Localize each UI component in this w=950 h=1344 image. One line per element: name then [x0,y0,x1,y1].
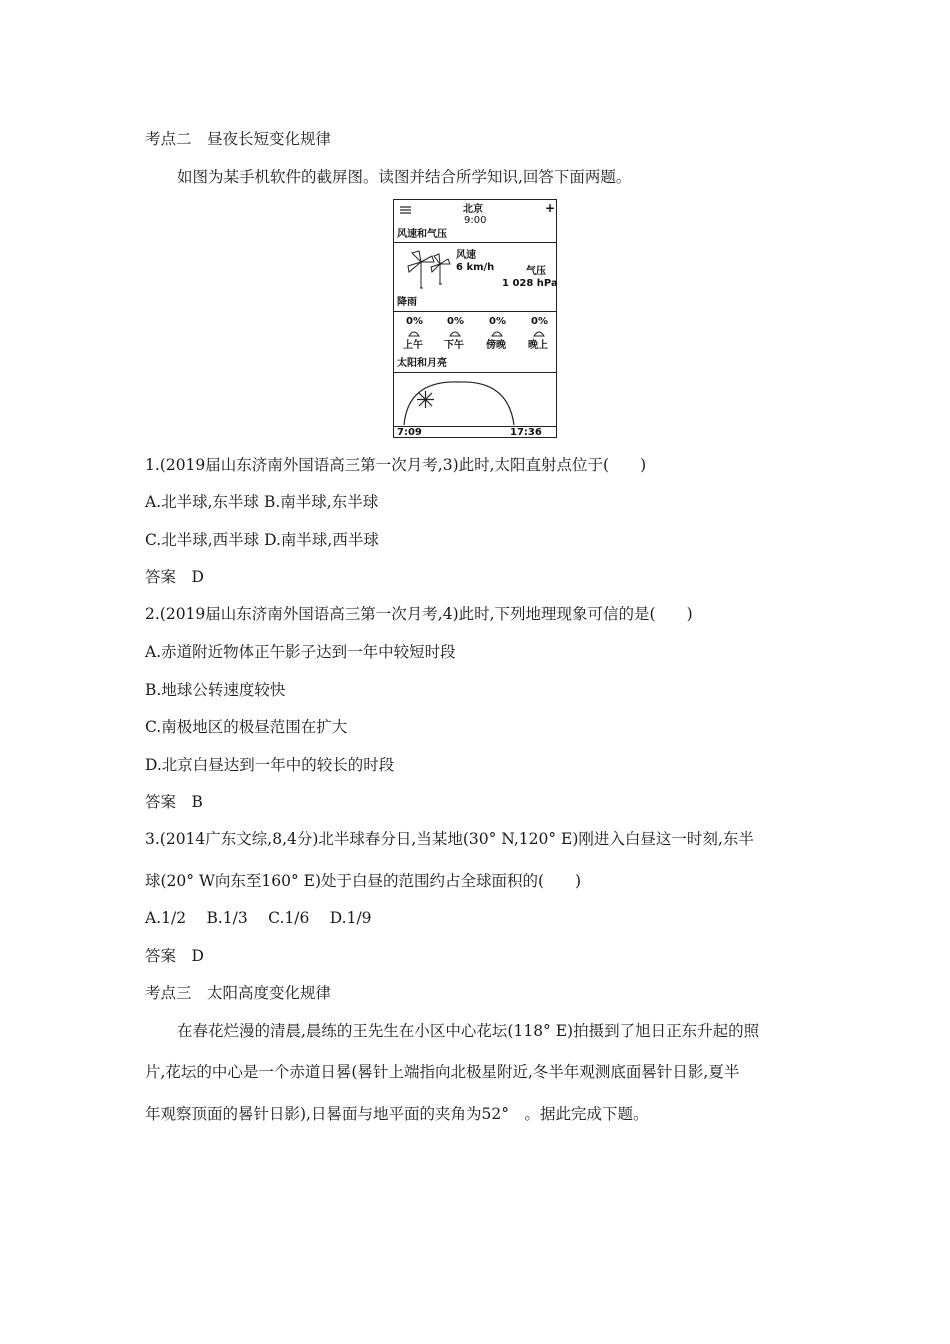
wind-section-label: 风速和气压 [397,229,447,240]
rain-period-label: 上午 [403,340,423,351]
q2-option-d: D.北京白昼达到一年中的较长的时段 [145,756,395,774]
current-time: 9:00 [464,215,487,226]
rain-period-label: 下午 [444,340,464,351]
q1-options-cd: C.北半球,西半球 D.南半球,西半球 [145,531,379,549]
q1-answer: 答案 D [145,568,204,586]
sunset-time: 17:36 [510,427,542,438]
section2-heading: 考点二 昼夜长短变化规律 [145,130,332,148]
rain-period-label: 傍晚 [486,340,506,351]
sun-section-label: 太阳和月亮 [397,358,447,369]
rain-percent: 0% [489,316,506,327]
q1-stem: 1.(2019届山东济南外国语高三第一次月考,3)此时,太阳直射点位于( ) [145,456,647,474]
add-city-icon: + [545,201,556,215]
section3-para-line1: 在春花烂漫的清晨,晨练的王先生在小区中心花坛(118° E)拍摄到了旭日正东升起的照 [177,1022,760,1040]
q2-option-c: C.南极地区的极昼范围在扩大 [145,718,348,736]
q2-answer: 答案 B [145,793,203,811]
q3-answer: 答案 D [145,947,204,965]
city-name: 北京 [463,204,483,215]
umbrella-icon [491,330,503,337]
q3-options: A.1/2 B.1/3 C.1/6 D.1/9 [145,909,372,927]
q3-stem-line1: 3.(2014广东文综,8,4分)北半球春分日,当某地(30° N,120° E)刚进入白昼这一时刻,东半 [145,830,754,848]
umbrella-icon [533,330,545,337]
q2-option-b: B.地球公转速度较快 [145,681,286,699]
q1-options-ab: A.北半球,东半球 B.南半球,东半球 [145,493,379,511]
section2-intro: 如图为某手机软件的截屏图。读图并结合所学知识,回答下面两题。 [177,168,632,186]
menu-icon [400,206,411,214]
section3-para-line3: 年观察顶面的晷针日影),日晷面与地平面的夹角为52° 。据此完成下题。 [145,1105,649,1123]
rain-section-label: 降雨 [397,297,417,308]
phone-screenshot-figure [393,199,557,438]
wind-turbine-icon [406,248,458,290]
umbrella-icon [449,330,461,337]
umbrella-icon [408,330,420,337]
q2-stem: 2.(2019届山东济南外国语高三第一次月考,4)此时,下列地理现象可信的是( ) [145,605,693,623]
wind-value: 6 km/h [456,262,495,273]
rain-period-label: 晚上 [528,340,548,351]
pressure-value: 1 028 hPa [502,278,558,289]
wind-label: 风速 [456,250,476,261]
sun-path-arc [394,380,556,426]
section3-para-line2: 片,花坛的中心是一个赤道日晷(晷针上端指向北极星附近,冬半年观测底面晷针日影,夏半 [145,1063,740,1081]
pressure-label: 气压 [526,266,546,277]
rain-percent: 0% [406,316,423,327]
rain-percent: 0% [531,316,548,327]
q3-stem-line2: 球(20° W向东至160° E)处于白昼的范围约占全球面积的( ) [145,872,582,890]
q2-option-a: A.赤道附近物体正午影子达到一年中较短时段 [145,643,456,661]
section3-heading: 考点三 太阳高度变化规律 [145,984,332,1002]
sun-icon [417,391,434,408]
rain-percent: 0% [447,316,464,327]
sunrise-time: 7:09 [397,427,422,438]
